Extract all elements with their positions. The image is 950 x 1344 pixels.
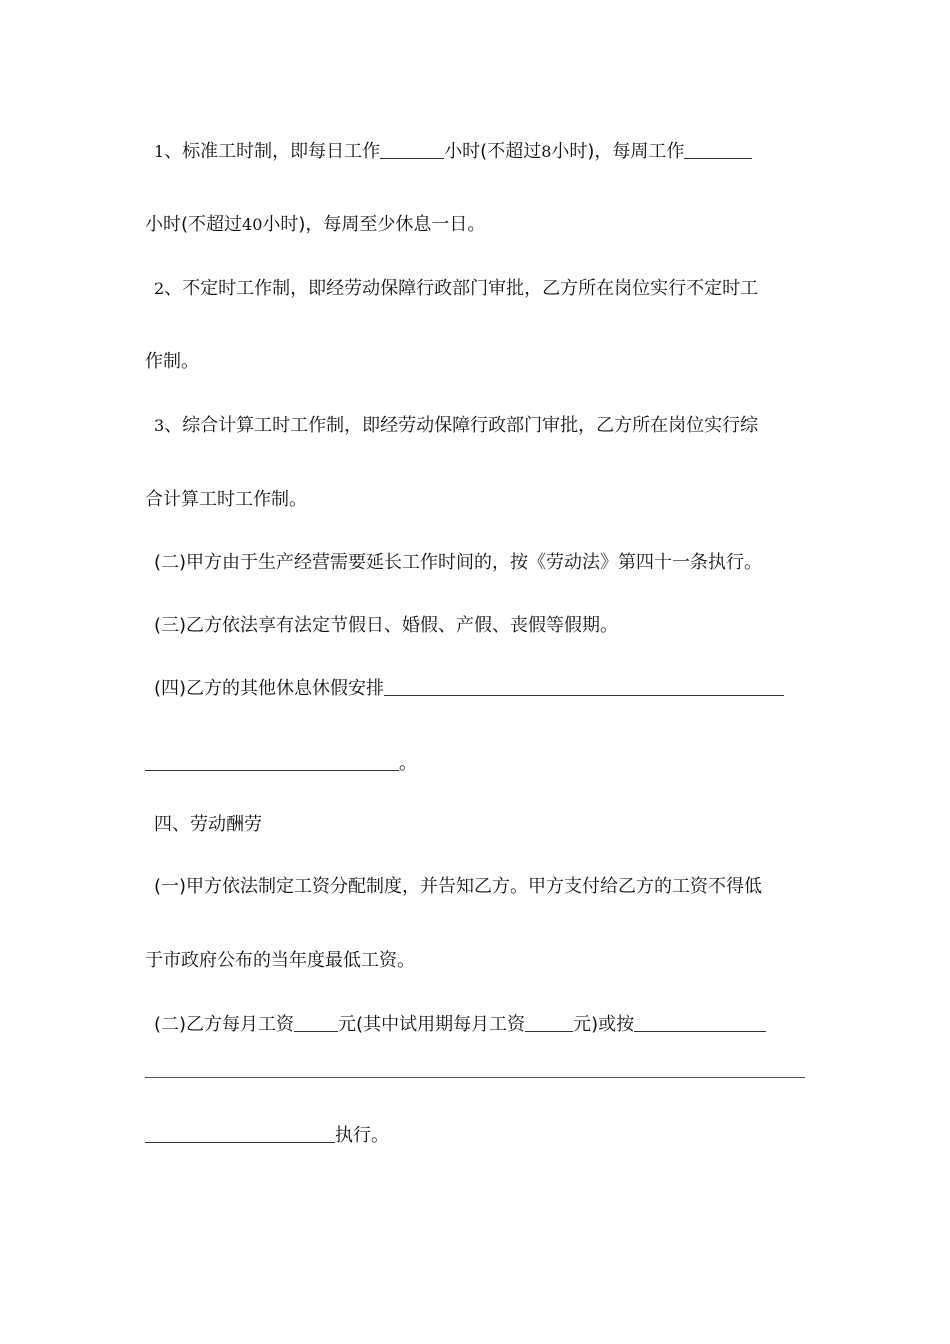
monthly-wage-text-b: 元(其中试用期每月工资 xyxy=(338,1014,526,1035)
item-number: 2 xyxy=(154,279,165,298)
standard-hours-text-b: 小时(不超过 xyxy=(444,141,542,162)
period-mark: 。 xyxy=(399,753,417,774)
item-number: 1 xyxy=(154,142,165,161)
comprehensive-hours-text: 综合计算工时工作制，即经劳动保障行政部门审批，乙方所在岗位实行综 xyxy=(182,415,759,436)
other-leave-blank[interactable] xyxy=(384,677,784,696)
paragraph-comprehensive-hours-cont: 合计算工时工作制。 xyxy=(145,489,307,510)
paragraph-standard-hours-cont xyxy=(145,213,807,237)
monthly-wage-text-c: 元)或按 xyxy=(573,1014,635,1035)
paragraph-other-leave-cont xyxy=(145,752,807,776)
paragraph-other-leave xyxy=(154,677,816,701)
weekly-limit-text-a: 小时(不超过 xyxy=(145,214,243,235)
standard-hours-text-c: 小时)，每周工作 xyxy=(551,141,685,162)
paragraph-standard-hours xyxy=(154,140,816,164)
standard-hours-text-a: 标准工时制，即每日工作 xyxy=(182,141,381,162)
weekly-hours-blank[interactable] xyxy=(684,140,752,159)
paragraph-flexible-hours xyxy=(154,277,816,301)
execute-text: 执行。 xyxy=(335,1125,389,1146)
paragraph-flexible-hours-cont: 作制。 xyxy=(145,351,199,372)
paragraph-comprehensive-hours xyxy=(154,414,816,438)
other-leave-blank-cont[interactable] xyxy=(145,752,399,771)
item-separator: 、 xyxy=(164,141,183,162)
other-leave-text: (四)乙方的其他休息休假安排 xyxy=(154,678,385,699)
wage-basis-blank[interactable] xyxy=(634,1013,766,1032)
max-weekly-hours: 40 xyxy=(242,215,263,234)
paragraph-monthly-wage-end xyxy=(145,1124,807,1148)
paragraph-wage-system-cont: 于市政府公布的当年度最低工资。 xyxy=(145,950,415,971)
wage-basis-blank-line[interactable] xyxy=(145,1077,805,1078)
flexible-hours-text: 不定时工作制，即经劳动保障行政部门审批，乙方所在岗位实行不定时工 xyxy=(182,278,759,299)
weekly-limit-text-b: 小时)，每周至少休息一日。 xyxy=(262,214,486,235)
daily-hours-blank[interactable] xyxy=(380,140,444,159)
monthly-wage-text-a: (二)乙方每月工资 xyxy=(154,1014,295,1035)
item-separator: 、 xyxy=(164,278,183,299)
max-daily-hours: 8 xyxy=(541,142,552,161)
paragraph-monthly-wage xyxy=(154,1013,816,1037)
paragraph-wage-system: (一)甲方依法制定工资分配制度，并告知乙方。甲方支付给乙方的工资不得低 xyxy=(154,876,763,897)
item-separator: 、 xyxy=(164,415,183,436)
paragraph-holidays: (三)乙方依法享有法定节假日、婚假、产假、丧假等假期。 xyxy=(154,615,619,636)
wage-basis-blank-end[interactable] xyxy=(145,1124,335,1143)
probation-wage-blank[interactable] xyxy=(525,1013,573,1032)
monthly-wage-blank[interactable] xyxy=(294,1013,338,1032)
item-number: 3 xyxy=(154,416,165,435)
paragraph-overtime: (二)甲方由于生产经营需要延长工作时间的，按《劳动法》第四十一条执行。 xyxy=(154,552,763,573)
section-heading-remuneration: 四、劳动酬劳 xyxy=(154,814,262,835)
